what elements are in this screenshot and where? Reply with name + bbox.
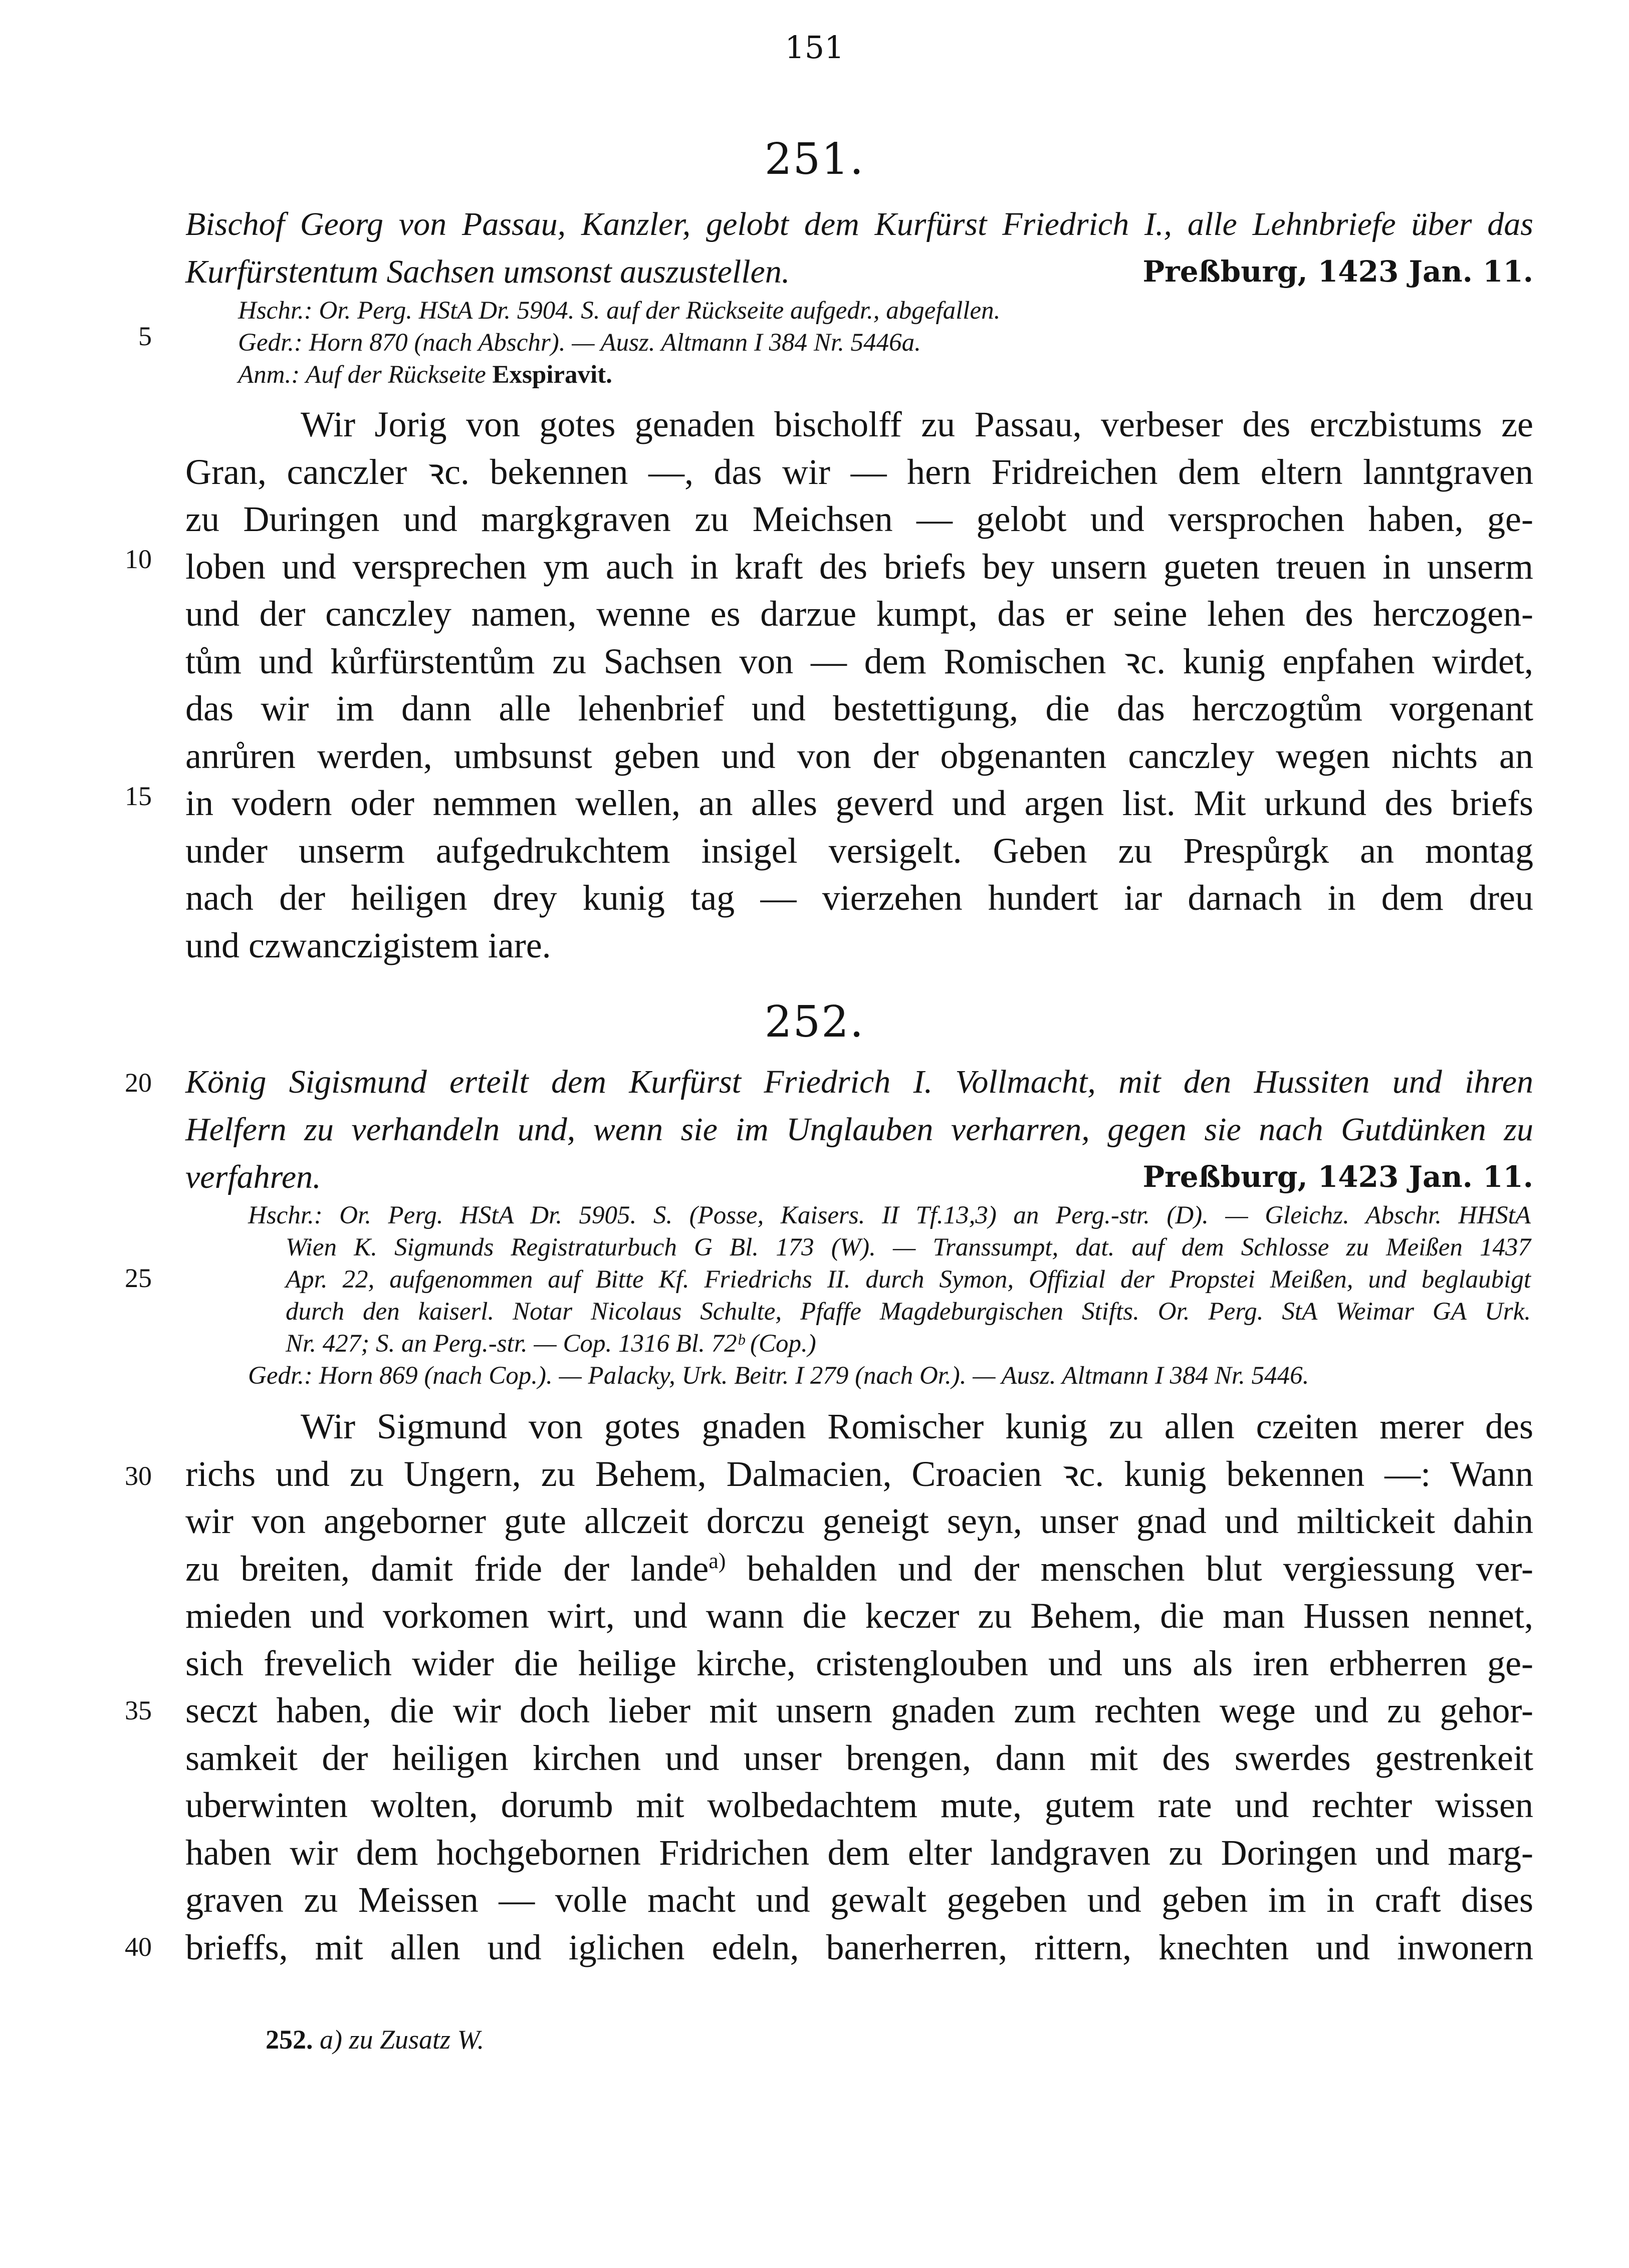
- line-number: 10: [125, 544, 152, 574]
- text-line: das wir im dann alle lehenbrief und bestettigung, die das herczogtům vorgenant: [185, 688, 1533, 728]
- text-line: nach der heiligen drey kunig tag — vierzehen hundert iar darnach in dem dreu: [185, 878, 1533, 918]
- text-line: Gran, canczler ꝛc. bekennen —, das wir — hern Fridreichen dem eltern lanntgraven: [185, 451, 1533, 492]
- line-number: 30: [125, 1461, 152, 1491]
- line-number: 5: [138, 321, 152, 351]
- apparatus-line: Hschr.: Or. Perg. HStA Dr. 5904. S. auf der Rückseite aufgedr., abgefallen.: [238, 297, 1001, 325]
- text-line: under unserm aufgedrukchtem insigel versigelt. Geben zu Prespůrgk an montag: [185, 830, 1533, 871]
- regest-251: [185, 200, 1533, 296]
- apparatus-line-last: [238, 359, 1290, 391]
- text-line: und czwanczigistem iare.: [185, 925, 551, 965]
- regest-line: verfahren.: [185, 1159, 321, 1195]
- footnote-mark: a): [320, 2025, 342, 2055]
- apparatus-line: Nr. 427; S. an Perg.-str. — Cop. 1316 Bl. 72ᵇ (Cop.): [286, 1330, 816, 1358]
- text-line: uberwinten wolten, dorumb mit wolbedachtem mute, gutem rate und rechter wissen: [185, 1785, 1533, 1825]
- line-number: 40: [125, 1932, 152, 1962]
- document-text-251: [185, 401, 1533, 969]
- text-line: wir von angeborner gute allczeit dorczu geneigt seyn, unser gnad und miltickeit dahin: [185, 1501, 1533, 1541]
- text-line: Wir Jorig von gotes genaden bischolff zu Passau, verbeser des erczbistums ze: [301, 404, 1533, 444]
- text-line: tům und kůrfürstentům zu Sachsen von — dem Romischen ꝛc. kunig enpfahen wirdet,: [185, 641, 1533, 681]
- apparatus-line: Wien K. Sigmunds Registraturbuch G Bl. 173 (W). — Transsumpt, dat. auf dem Schlosse zu Meißen 1437: [286, 1233, 1531, 1262]
- text-line: loben und versprechen ym auch in kraft des briefs bey unsern gueten treuen in unserm: [185, 546, 1533, 587]
- line-number: 35: [125, 1695, 152, 1725]
- text-line: seczt haben, die wir doch lieber mit unsern gnaden zum rechten wege und zu gehor-: [185, 1690, 1533, 1730]
- text-line: richs und zu Ungern, zu Behem, Dalmacien, Croacien ꝛc. kunig bekennen —: Wann: [185, 1453, 1533, 1494]
- apparatus-252: [248, 1199, 1531, 1392]
- text-fragment: zu breiten, damit fride der lande: [185, 1548, 709, 1589]
- text-line: samkeit der heiligen kirchen und unser brengen, dann mit des swerdes gestrenkeit: [185, 1737, 1533, 1778]
- entry-number-251: 251.: [764, 134, 865, 184]
- dateline-252: Preßburg, 1423 Jan. 11.: [1142, 1160, 1533, 1194]
- regest-line-last: [185, 248, 1533, 296]
- footnote-mark: a): [709, 1548, 726, 1573]
- apparatus-line: Gedr.: Horn 870 (nach Abschr). — Ausz. Altmann I 384 Nr. 5446a.: [238, 329, 921, 357]
- footnote-ref: 252.: [266, 2025, 313, 2055]
- page-number: 151: [785, 29, 844, 66]
- line-number: 20: [125, 1068, 152, 1098]
- apparatus-line: Gedr.: Horn 869 (nach Cop.). — Palacky, Urk. Beitr. I 279 (nach Or.). — Ausz. Altmann I 384 Nr. 5446.: [248, 1362, 1309, 1390]
- line-number: 15: [125, 781, 152, 811]
- regest-line: König Sigismund erteilt dem Kurfürst Friedrich I. Vollmacht, mit den Hussiten und ihren: [185, 1064, 1533, 1100]
- dateline-251: Preßburg, 1423 Jan. 11.: [1142, 255, 1533, 289]
- regest-line: Kurfürstentum Sachsen umsonst auszustellen.: [185, 254, 790, 290]
- apparatus-line: Hschr.: Or. Perg. HStA Dr. 5905. S. (Posse, Kaisers. II Tf.13,3) an Perg.-str. (D). — Gleichz. Abschr. HHStA: [248, 1201, 1531, 1229]
- footnote-text: zu Zusatz W.: [342, 2025, 485, 2055]
- text-line: zu Duringen und margkgraven zu Meichsen — gelobt und versprochen haben, ge-: [185, 499, 1533, 539]
- entry-number-252: 252.: [764, 997, 865, 1047]
- document-text-252: [185, 1403, 1533, 1971]
- line-number: 25: [125, 1263, 152, 1293]
- text-line: brieffs, mit allen und iglichen edeln, banerherren, rittern, knechten und inwonern: [185, 1927, 1533, 1967]
- text-line-with-footnote: [185, 1545, 1533, 1593]
- apparatus-line: Anm.: Auf der Rückseite: [238, 361, 493, 389]
- text-line: mieden und vorkomen wirt, und wann die keczer zu Behem, die man Hussen nennet,: [185, 1596, 1533, 1636]
- text-fragment: behalden und der menschen blut vergiessung ver-: [726, 1548, 1534, 1589]
- apparatus-line: durch den kaiserl. Notar Nicolaus Schulte, Pfaffe Magdeburgischen Stifts. Or. Perg. StA Weimar GA Urk.: [286, 1298, 1531, 1326]
- text-line: und der canczley namen, wenne es darzue kumpt, das er seine lehen des herczogen-: [185, 594, 1533, 634]
- apparatus-251: [238, 295, 1290, 391]
- apparatus-note: Exspiravit.: [492, 361, 612, 389]
- text-line: haben wir dem hochgebornen Fridrichen dem elter landgraven zu Doringen und marg-: [185, 1832, 1533, 1873]
- regest-line: Bischof Georg von Passau, Kanzler, gelobt dem Kurfürst Friedrich I., alle Lehnbriefe über das: [185, 206, 1533, 242]
- text-line: graven zu Meissen — volle macht und gewalt gegeben und geben im in craft dises: [185, 1880, 1533, 1920]
- regest-line-last: [185, 1153, 1533, 1201]
- text-line: anrůren werden, umbsunst geben und von der obgenanten canczley wegen nichts an: [185, 735, 1533, 776]
- regest-252: [185, 1058, 1533, 1201]
- text-line: in vodern oder nemmen wellen, an alles geverd und argen list. Mit urkund des briefs: [185, 783, 1533, 823]
- text-line: Wir Sigmund von gotes gnaden Romischer kunig zu allen czeiten merer des: [301, 1406, 1533, 1446]
- apparatus-line: Apr. 22, aufgenommen auf Bitte Kf. Friedrichs II. durch Symon, Offizial der Propstei Meißen, und beglaubigt: [286, 1266, 1531, 1294]
- footnote: [266, 2024, 484, 2055]
- text-line: sich frevelich wider die heilige kirche, cristenglouben und uns als iren erbherren ge-: [185, 1643, 1533, 1683]
- regest-line: Helfern zu verhandeln und, wenn sie im Unglauben verharren, gegen sie nach Gutdünken zu: [185, 1111, 1533, 1148]
